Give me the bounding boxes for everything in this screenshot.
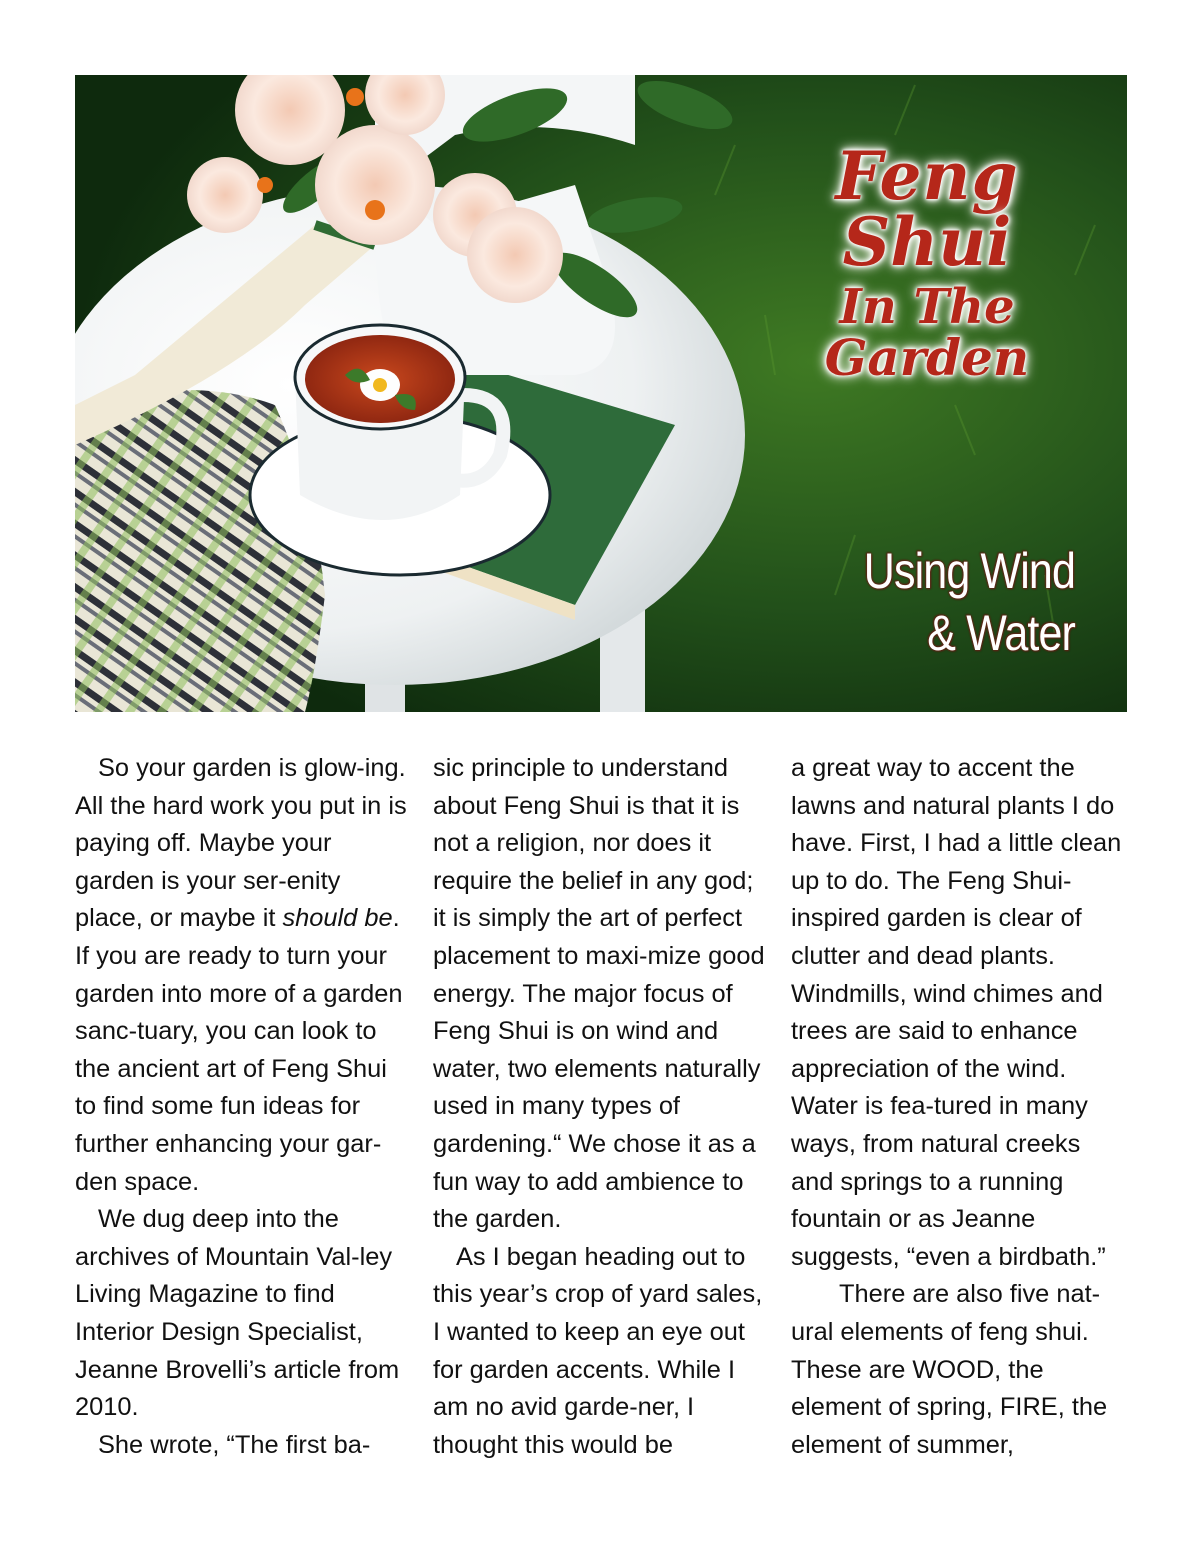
paragraph: There are also five nat-ural elements of feng shui. These are WOOD, the element of spring, FIRE, the element of summer, [791, 1280, 1108, 1459]
feature-subtitle [800, 541, 1075, 664]
paragraph: So your garden is glow-ing. All the hard work you put in is paying off. Maybe your garden is your ser-enity place, or maybe it should be. If you are ready to turn your garden into more of a garden sanc-tuary, you can look to the ancient art of Feng Shui to find some fun ideas for further enhancing your gar-den space. [75, 754, 407, 1196]
feature-title [777, 125, 1077, 387]
title-line-2: Shui [842, 203, 1012, 281]
paragraph: a great way to accent the lawns and natural plants I do have. First, I had a little clean up to do. The Feng Shui-inspired garden is clear of clutter and dead plants. Windmills, wind chimes and trees are said to enhance appreciation of the wind. Water is fea-tured in many ways, from natural creeks and springs to a running fountain or as Jeanne suggests, “even a birdbath.” [791, 754, 1122, 1271]
paragraph: She wrote, “The first ba- [98, 1430, 371, 1459]
article-body [75, 750, 1127, 1510]
title-line-3: In The [839, 279, 1015, 335]
paragraph: We dug deep into the archives of Mountain Val-ley Living Magazine to find Interior Design Specialist, Jeanne Brovelli’s article from 2010. [75, 1205, 400, 1422]
hero-image [75, 75, 1127, 712]
title-line-1: Feng [835, 137, 1019, 215]
article-column-1 [75, 750, 408, 1464]
title-line-4: Garden [824, 328, 1030, 387]
subtitle-line-1: Using Wind [863, 543, 1075, 599]
article-column-3 [791, 750, 1124, 1464]
paragraph: As I began heading out to this year’s crop of yard sales, I wanted to keep an eye out for garden accents. While I am no avid garde-ner, I thought this would be [433, 1242, 763, 1459]
article-column-2 [433, 750, 766, 1464]
paragraph: sic principle to understand about Feng Shui is that it is not a religion, nor does it require the belief in any god; it is simply the art of perfect placement to maxi-mize good energy. The major focus of Feng Shui is on wind and water, two elements naturally used in many types of gardening.“ We chose it as a fun way to add ambience to the garden. [433, 754, 765, 1234]
plaid-blanket [75, 390, 325, 712]
emphasis: should be [282, 904, 393, 933]
subtitle-line-2: & Water [927, 604, 1075, 661]
